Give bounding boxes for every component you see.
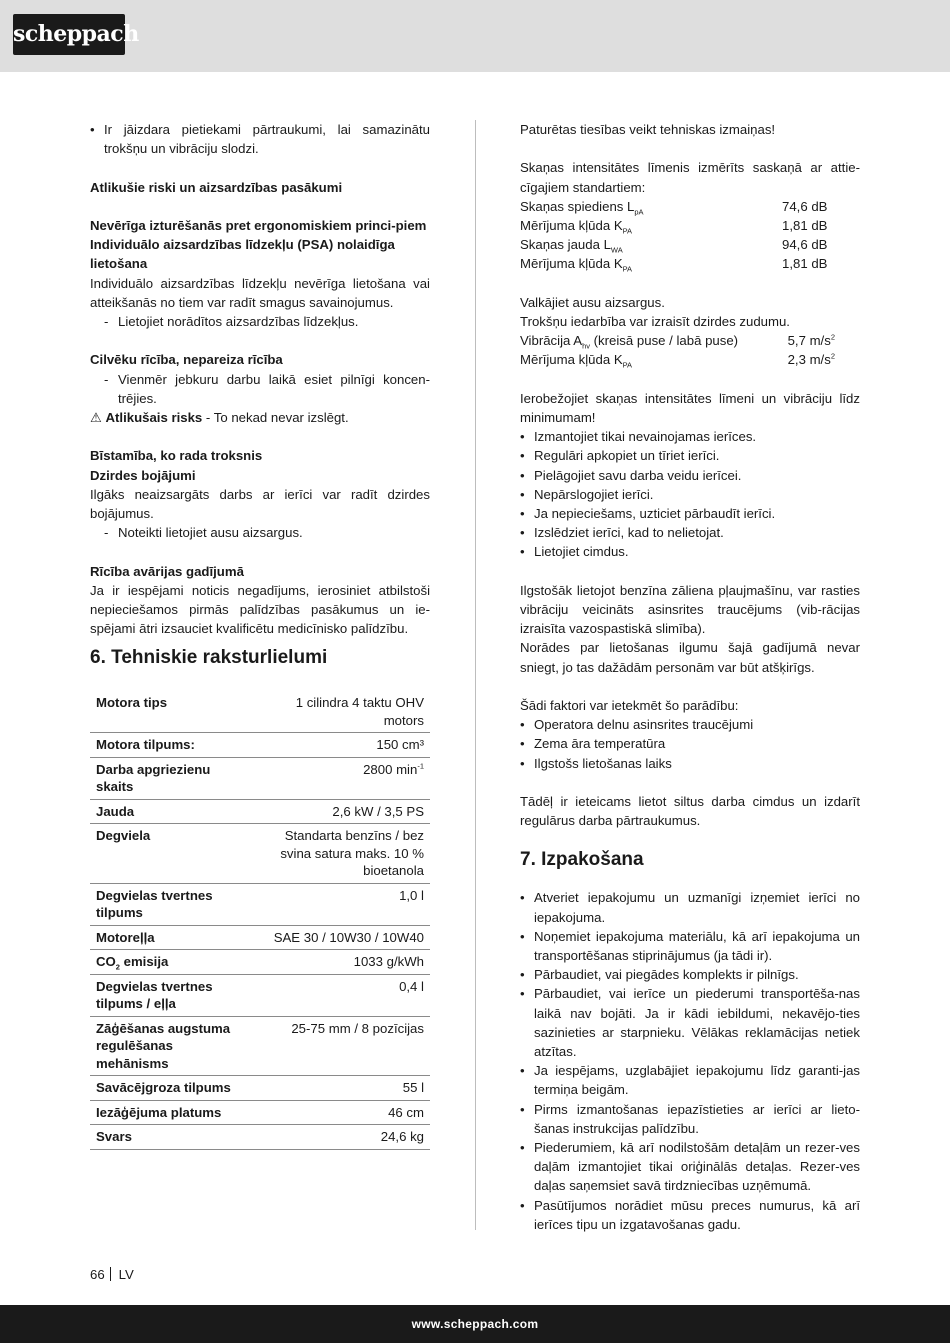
unpacking-bullet: • Pasūtījumos norādiet mūsu preces numurus, kā arī ierīces tipu un izgatavošanas gadu. <box>520 1196 860 1234</box>
spec-value: 25-75 mm / 8 pozīcijas <box>252 1016 430 1076</box>
limit-bullets <box>520 427 860 561</box>
spec-row <box>90 1016 430 1076</box>
factors-intro: Šādi faktori var ietekmēt šo parādību: <box>520 698 739 714</box>
spec-row <box>90 1100 430 1125</box>
spec-key: Motora tilpums: <box>90 733 252 758</box>
residual-risk-text: - To nekad nevar izslēgt. <box>202 410 349 425</box>
noise-hazard-title: Bīstamība, ko rada troksnis <box>90 448 263 464</box>
spec-value: 1,0 l <box>252 883 430 925</box>
measurement-row: Skaņas jauda $L_{WA}$ 94,6 dB <box>520 237 828 255</box>
measurement-row: Mērījuma kļūda $K_{PA}$ 1,81 dB <box>520 218 828 236</box>
scheppach-logo: scheppach <box>13 14 125 55</box>
spec-key: Motora tips <box>90 690 252 733</box>
wear-ear-protection: Valkājiet ausu aizsargus. <box>520 294 665 310</box>
unpacking-bullet: • Pārbaudiet, vai piegādes komplekts ir pilnīgs. <box>520 965 860 984</box>
spec-key: Iezāģējuma platums <box>90 1100 252 1125</box>
page-number: 66 <box>90 1267 105 1282</box>
spec-value: 24,6 kg <box>252 1125 430 1150</box>
limit-bullet: • Izslēdziet ierīci, kad to nelietojat. <box>520 523 860 542</box>
unpacking-bullets <box>520 888 860 1234</box>
spec-key: Svars <box>90 1125 252 1150</box>
spec-value: 150 cm³ <box>252 733 430 758</box>
unpacking-bullet: • Atveriet iepakojumu un uzmanīgi izņemiet ierīci no iepakojuma. <box>520 888 860 926</box>
tech-specs-heading: 6. Tehniskie raksturlielumi <box>90 647 328 669</box>
spec-value: 0,4 l <box>252 974 430 1016</box>
spec-value: Standarta benzīns / bez svina satura maks. 10 % bioetanola <box>252 824 430 884</box>
factor-bullets <box>520 715 860 773</box>
sound-intro: Skaņas intensitātes līmenis izmērīts saskaņā ar attie-cīgajiem standartiem: <box>520 160 860 195</box>
spec-key: $CO_2$ emisija <box>90 950 252 975</box>
unpacking-bullet: • Pirms izmantošanas iepazīstieties ar ierīci ar lieto-šanas instrukcijas palīdzību. <box>520 1100 860 1138</box>
spec-row <box>90 799 430 824</box>
factor-bullet: • Ilgstošs lietošanas laiks <box>520 754 860 773</box>
human-dash-item: - Vienmēr jebkuru darbu laikā esiet pilnīgi koncen-trējies. <box>90 370 430 408</box>
website-url: www.scheppach.com <box>411 1317 539 1331</box>
limit-bullet: • Izmantojiet tikai nevainojamas ierīces. <box>520 427 860 446</box>
vibration-row: Vibrācija $A_{hv}$ (kreisā puse / labā puse) 5,7 $m/s^2$ <box>520 332 835 351</box>
spec-value: 2800 $\min^{-1}$ <box>252 757 430 799</box>
noise-effect: Trokšņu iedarbība var izraisīt dzirdes zudumu. <box>520 314 790 329</box>
unpacking-bullet: • Ja iespējams, uzglabājiet iepakojumu līdz garanti-jas termiņa beigām. <box>520 1061 860 1099</box>
factor-bullet: • Zema āra temperatūra <box>520 734 860 753</box>
page-footer-number <box>90 1265 134 1284</box>
spec-key: Savācējgroza tilpums <box>90 1076 252 1101</box>
sound-measurements <box>520 197 860 274</box>
spec-key: Zāģēšanas augstuma regulēšanas mehānisms <box>90 1016 252 1076</box>
unpacking-bullet: • Noņemiet iepakojuma materiālu, kā arī iepakojuma un transportēšanas stiprinājumus (ja tādi ir). <box>520 927 860 965</box>
spec-key: Motoreļļa <box>90 925 252 950</box>
spec-row <box>90 925 430 950</box>
duration-text: Norādes par lietošanas ilgumu šajā gadījumā nevar sniegt, jo tas dažādām personām var būt atšķirīgs. <box>520 640 860 675</box>
left-column <box>90 120 430 1150</box>
language-code: LV <box>118 1267 134 1282</box>
footer-band <box>0 1305 950 1343</box>
gloves-text: Tādēļ ir ieteicams lietot siltus darba cimdus un izdarīt regulārus darba pārtraukumus. <box>520 794 860 829</box>
unpacking-bullet: • Piederumiem, kā arī nodilstošām detaļām un rezer-ves daļām izmantojiet tikai oriģinālās detaļas. Rezer-ves daļas saņemsiet savā tirdzniecības uzņēmumā. <box>520 1138 860 1196</box>
measurement-row: Skaņas spiediens $L_{pA}$ 74,6 dB <box>520 198 828 217</box>
footer-separator <box>110 1267 111 1281</box>
long-use-text: Ilgstošāk lietojot benzīna zāliena pļaujmašīnu, var rasties vibrāciju veicināts asinsrites traucējums (vib-rācijas izraisīta vazospastiskā slimība). <box>520 582 860 637</box>
human-behaviour-title: Cilvēku rīcība, nepareiza rīcība <box>90 352 283 368</box>
spec-row <box>90 733 430 758</box>
spec-key: Degvielas tvertnes tilpums <box>90 883 252 925</box>
specs-table <box>90 690 430 1150</box>
spec-row <box>90 950 430 975</box>
limit-bullet: • Pielāgojiet savu darba veidu ierīcei. <box>520 466 860 485</box>
factor-bullet: • Operatora delnu asinsrites traucējumi <box>520 715 860 734</box>
limit-bullet: • Lietojiet cimdus. <box>520 542 860 561</box>
warning-triangle-icon: ⚠ <box>90 410 102 425</box>
unpacking-bullet: • Pārbaudiet, vai ierīce un piederumi transportēša-nas laikā nav bojāti. Ja ir kādi iebildumi, nekavējo-ties sazinieties ar starpnieku. Vēlākas reklamācijas netiek atzītas. <box>520 984 860 1061</box>
spec-row <box>90 757 430 799</box>
residual-risk-line <box>90 408 430 427</box>
changes-note: Paturētas tiesības veikt tehniskas izmaiņas! <box>520 122 776 137</box>
spec-row <box>90 883 430 925</box>
emergency-title: Rīcība avārijas gadījumā <box>90 563 244 579</box>
spec-value: 2,6 kW / 3,5 PS <box>252 799 430 824</box>
unpacking-heading: 7. Izpakošana <box>520 849 644 871</box>
spec-row <box>90 824 430 884</box>
column-divider <box>475 120 476 1230</box>
psa-text: Individuālo aizsardzības līdzekļu nevērīga lietošana vai atteikšanās no tiem var radīt smagus savainojumus. <box>90 275 430 310</box>
limit-bullet: • Ja nepieciešams, uzticiet pārbaudīt ierīci. <box>520 504 860 523</box>
residual-risks-title: Atlikušie riski un aizsardzības pasākumi <box>90 179 343 195</box>
limit-bullet: • Nepārslogojiet ierīci. <box>520 485 860 504</box>
hearing-damage-title: Dzirdes bojājumi <box>90 467 196 483</box>
spec-key: Darba apgriezienu skaits <box>90 757 252 799</box>
spec-row <box>90 1125 430 1150</box>
psa-title: Individuālo aizsardzības līdzekļu (PSA) nolaidīga lietošana <box>90 237 395 272</box>
spec-value: 46 cm <box>252 1100 430 1125</box>
intro-bullet: • Ir jāizdara pietiekami pārtraukumi, lai samazinātu trokšņu un vibrāciju slodzi. <box>90 120 430 158</box>
ergonomics-title: Nevērīga izturēšanās pret ergonomiskiem princi-piem <box>90 217 427 233</box>
measurement-row: Mērījuma kļūda $K_{PA}$ 1,81 dB <box>520 256 828 275</box>
right-column <box>520 120 860 1234</box>
spec-value: SAE 30 / 10W30 / 10W40 <box>252 925 430 950</box>
header-band <box>0 0 950 72</box>
spec-row <box>90 690 430 733</box>
spec-value: 1033 g/kWh <box>252 950 430 975</box>
spec-key: Degviela <box>90 824 252 884</box>
noise-dash-item: - Noteikti lietojiet ausu aizsargus. <box>90 523 430 542</box>
spec-row <box>90 1076 430 1101</box>
vibration-error-row: Mērījuma kļūda $K_{PA}$ 2,3 $m/s^2$ <box>520 352 835 371</box>
residual-risk-label: Atlikušais risks <box>105 410 203 425</box>
spec-row <box>90 974 430 1016</box>
limit-text: Ierobežojiet skaņas intensitātes līmeni un vibrāciju līdz minimumam! <box>520 390 860 425</box>
spec-value: 55 l <box>252 1076 430 1101</box>
emergency-text: Ja ir iespējami noticis negadījums, ierosiniet atbilstoši nepieciešamos pirmās palīdzības pasākumus un ie-spējami ātri izsauciet kvalificētu medicīnisko palīdzību. <box>90 582 430 637</box>
limit-bullet: • Regulāri apkopiet un tīriet ierīci. <box>520 446 860 465</box>
spec-value: 1 cilindra 4 taktu OHV motors <box>252 690 430 733</box>
psa-dash-item: - Lietojiet norādītos aizsardzības līdzekļus. <box>90 312 430 331</box>
spec-key: Degvielas tvertnes tilpums / eļļa <box>90 974 252 1016</box>
spec-key: Jauda <box>90 799 252 824</box>
noise-text: Ilgāks neaizsargāts darbs ar ierīci var radīt dzirdes bojājumus. <box>90 486 430 521</box>
